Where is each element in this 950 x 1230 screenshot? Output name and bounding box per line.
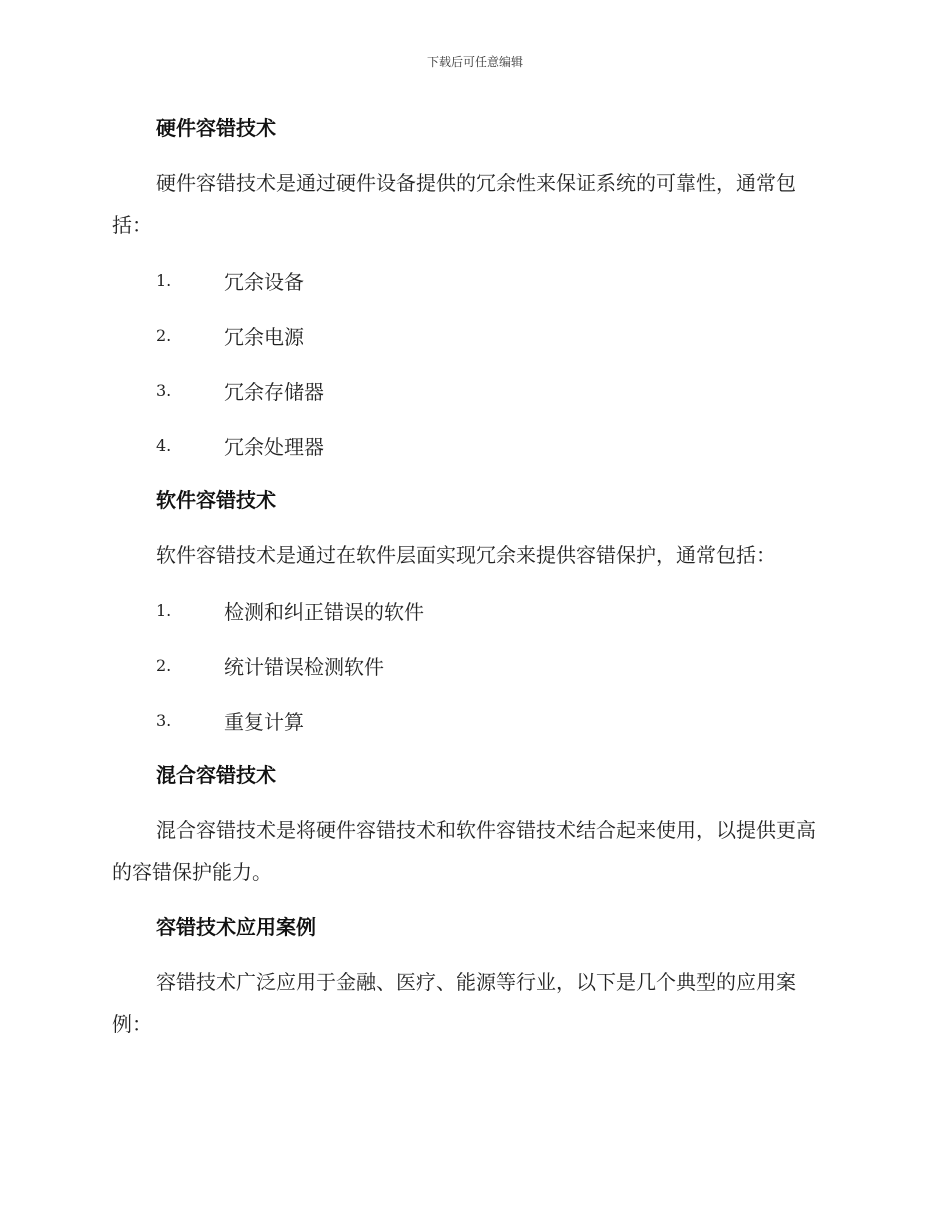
list-item xyxy=(112,260,832,300)
list-text: 重复计算 xyxy=(224,709,304,734)
list-text: 冗余电源 xyxy=(224,324,304,349)
list-number: 1. xyxy=(156,270,172,290)
list-number: 3. xyxy=(156,710,172,730)
hardware-list xyxy=(112,260,832,465)
list-item xyxy=(112,645,832,685)
page-header: 下载后可任意编辑 xyxy=(426,55,523,69)
section-paragraph-hybrid: 混合容错技术是将硬件容错技术和软件容错技术结合起来使用，以提供更高的容错保护能力。 xyxy=(112,818,816,884)
list-item xyxy=(112,425,832,465)
document-body xyxy=(112,108,832,1059)
list-number: 4. xyxy=(156,435,172,455)
list-number: 2. xyxy=(156,655,172,675)
list-number: 1. xyxy=(156,600,172,620)
list-text: 冗余存储器 xyxy=(224,379,324,404)
section-paragraph-cases: 容错技术广泛应用于金融、医疗、能源等行业，以下是几个典型的应用案例： xyxy=(112,970,796,1036)
list-item xyxy=(112,370,832,410)
section-heading-hybrid: 混合容错技术 xyxy=(156,763,276,787)
list-item xyxy=(112,315,832,355)
list-number: 3. xyxy=(156,380,172,400)
section-heading-cases: 容错技术应用案例 xyxy=(156,915,316,939)
software-list xyxy=(112,590,832,740)
list-text: 检测和纠正错误的软件 xyxy=(224,599,424,624)
section-paragraph-hardware: 硬件容错技术是通过硬件设备提供的冗余性来保证系统的可靠性，通常包括： xyxy=(112,171,796,237)
section-paragraph-software: 软件容错技术是通过在软件层面实现冗余来提供容错保护，通常包括： xyxy=(156,543,776,567)
list-text: 统计错误检测软件 xyxy=(224,654,384,679)
list-item xyxy=(112,590,832,630)
list-number: 2. xyxy=(156,325,172,345)
list-text: 冗余处理器 xyxy=(224,434,324,459)
list-text: 冗余设备 xyxy=(224,269,304,294)
section-heading-hardware: 硬件容错技术 xyxy=(156,116,276,140)
section-heading-software: 软件容错技术 xyxy=(156,488,276,512)
list-item xyxy=(112,700,832,740)
